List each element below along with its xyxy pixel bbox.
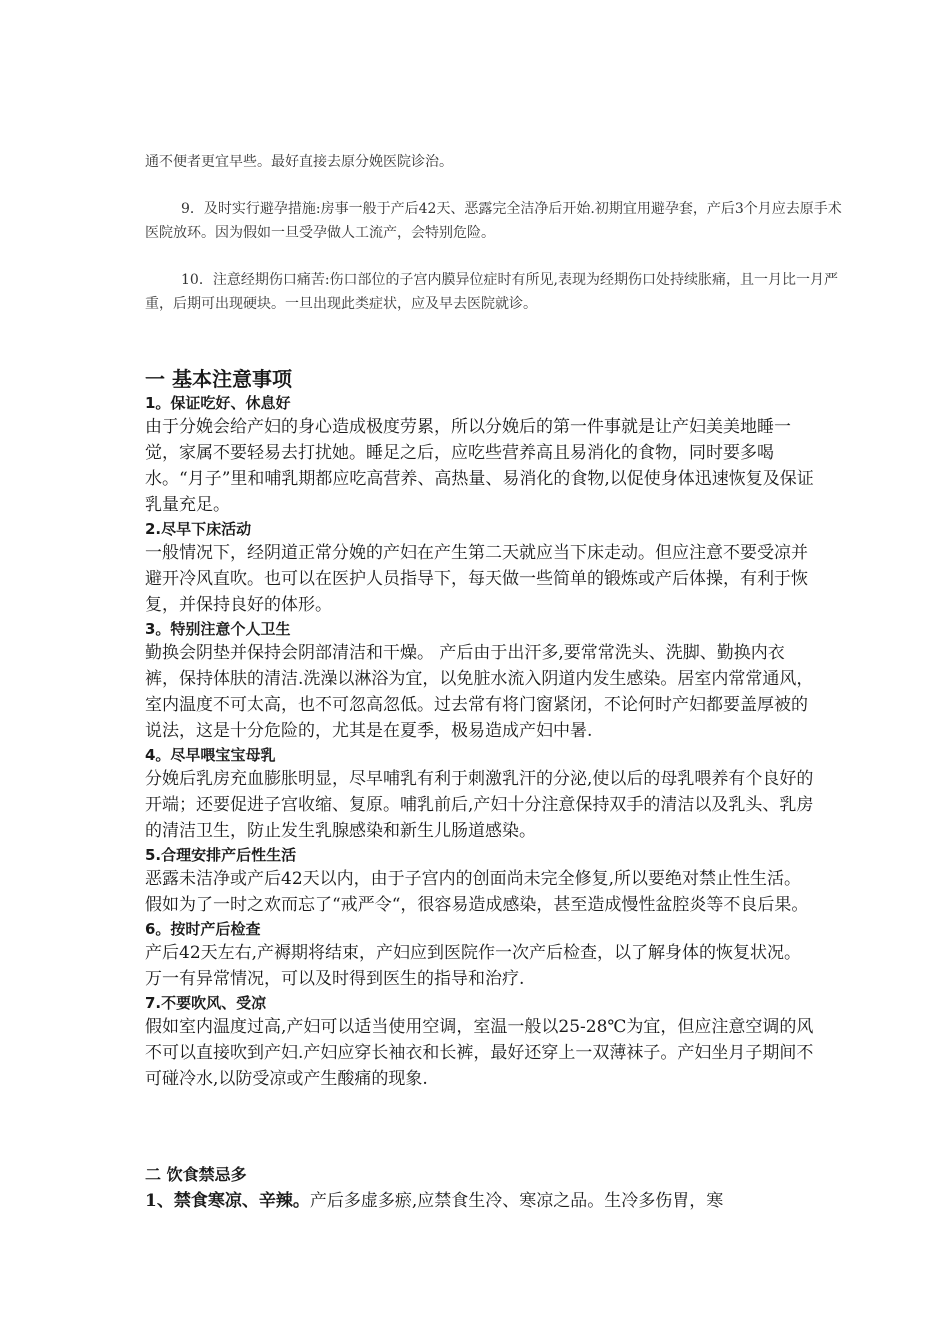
item-body: 由于分娩会给产妇的身心造成极度劳累，所以分娩后的第一件事就是让产妇美美地睡一觉，家属不要轻易去打扰她。睡足之后，应吃些营养高且易消化的食物，同时要多喝水。“月子”里和哺乳期都应吃高营养、高热量、易消化的食物,以促使身体迅速恢复及保证乳量充足。: [145, 417, 814, 515]
item-body: [145, 1188, 815, 1214]
section-basic-notes: [145, 366, 815, 1092]
item-body: 恶露未洁净或产后42天以内，由于子宫内的创面尚未完全修复,所以要绝对禁止性生活。假如为了一时之欢而忘了“戒严令“，很容易造成感染，甚至造成慢性盆腔炎等不良后果。: [145, 869, 809, 915]
section-title: 一 基本注意事项: [145, 367, 292, 391]
paragraph-item-10: 10．注意经期伤口痛苦:伤口部位的子宫内膜异位症时有所见,表现为经期伤口处持续胀痛，且一月比一月严重，后期可出现硬块。一旦出现此类症状，应及早去医院就诊。: [145, 272, 838, 312]
item-heading: 3。特别注意个人卫生: [145, 620, 291, 638]
item-heading: 5.合理安排产后性生活: [145, 846, 297, 864]
item-heading-inline: 1、禁食寒凉、辛辣。: [145, 1191, 310, 1211]
item-heading: 1。保证吃好、休息好: [145, 394, 291, 412]
item-body: 勤换会阴垫并保持会阴部清洁和干燥。 产后由于出汗多,要常常洗头、洗脚、勤换内衣裤，保持体肤的清洁.洗澡以淋浴为宜，以免脏水流入阴道内发生感染。居室内常常通风，室内温度不可太高，也不可忽高忽低。过去常有将门窗紧闭，不论何时产妇都要盖厚被的说法，这是十分危险的，尤其是在夏季，极易造成产妇中暑.: [145, 643, 814, 741]
paragraph-item-9: 9．及时实行避孕措施:房事一般于产后42天、恶露完全洁净后开始.初期宜用避孕套，产后3个月应去原手术医院放环。因为假如一旦受孕做人工流产，会特别危险。: [145, 201, 842, 241]
section-diet-taboos: [145, 1162, 815, 1214]
item-body: 一般情况下，经阴道正常分娩的产妇在产生第二天就应当下床走动。但应注意不要受凉并避开冷风直吹。也可以在医护人员指导下，每天做一些简单的锻炼或产后体操，有利于恢复，并保持良好的体形。: [145, 543, 808, 615]
item-text: 产后多虚多瘀,应禁食生冷、寒凉之品。生冷多伤胃，寒: [309, 1191, 724, 1211]
item-body: 产后42天左右,产褥期将结束，产妇应到医院作一次产后检查，以了解身体的恢复状况。万一有异常情况，可以及时得到医生的指导和治疗.: [145, 943, 802, 989]
item-heading: 6。按时产后检查: [145, 920, 261, 938]
top-paragraphs: [145, 150, 847, 316]
item-heading: 2.尽早下床活动: [145, 520, 252, 538]
item-heading: 7.不要吹风、受凉: [145, 994, 267, 1012]
section-title: 二 饮食禁忌多: [145, 1165, 247, 1184]
item-heading: 4。尽早喂宝宝母乳: [145, 746, 276, 764]
item-body: 分娩后乳房充血膨胀明显，尽早哺乳有利于刺激乳汗的分泌,使以后的母乳喂养有个良好的开端；还要促进子宫收缩、复原。哺乳前后,产妇十分注意保持双手的清洁以及乳头、乳房的清洁卫生，防止发生乳腺感染和新生儿肠道感染。: [145, 769, 814, 841]
paragraph-continued: 通不便者更宜早些。最好直接去原分娩医院诊治。: [145, 154, 453, 170]
item-body: 假如室内温度过高,产妇可以适当使用空调，室温一般以25-28℃为宜，但应注意空调的风不可以直接吹到产妇.产妇应穿长袖衣和长裤，最好还穿上一双薄袜子。产妇坐月子期间不可碰冷水,以防受凉或产生酸痛的现象.: [145, 1017, 814, 1089]
